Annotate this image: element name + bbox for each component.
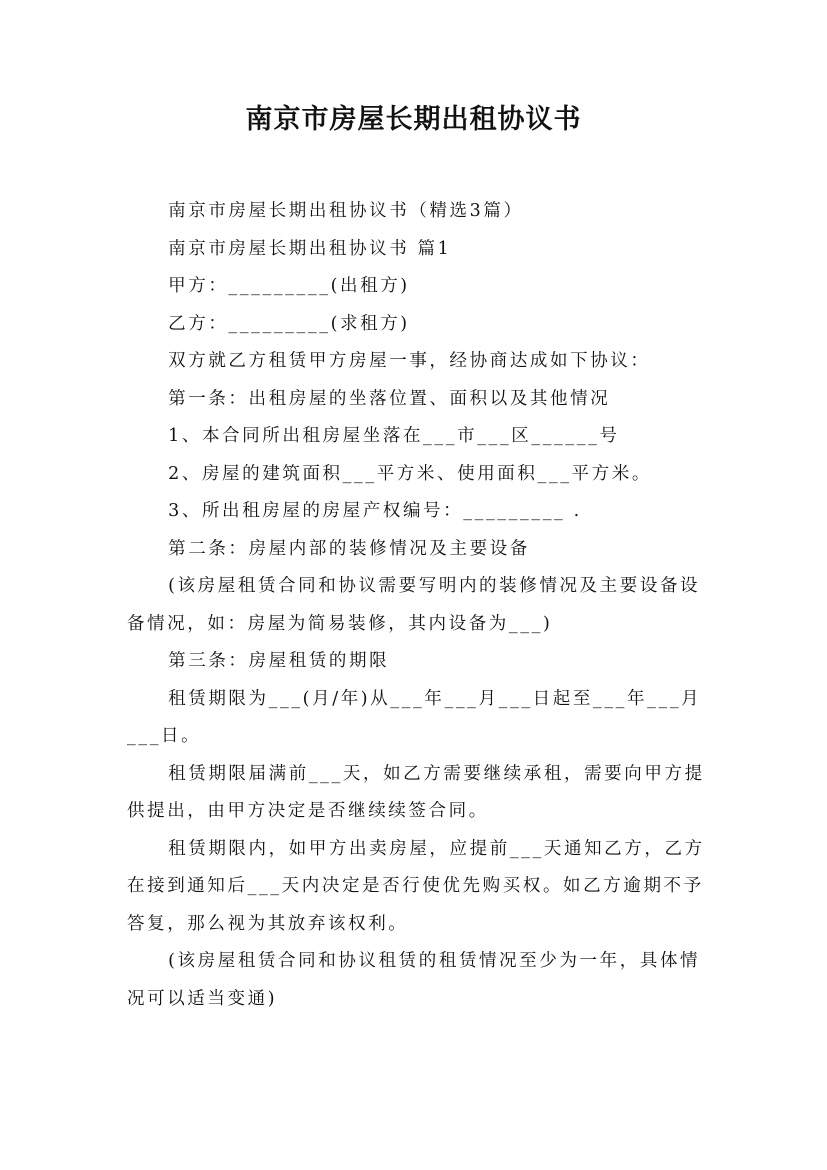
document-title: 南京市房屋长期出租协议书 <box>245 104 582 135</box>
paragraph-item-1: 1、本合同所出租房屋坐落在___市___区______号 <box>168 426 620 446</box>
paragraph-item-2: 2、房屋的建筑面积___平方米、使用面积___平方米。 <box>168 463 652 484</box>
paragraph-renewal: 租赁期限届满前___天，如乙方需要继续承租，需要向甲方提供提出，由甲方决定是否继续续签合同。 <box>127 763 705 821</box>
paragraph-party-b: 乙方：_________(求租方) <box>168 313 410 334</box>
paragraph-party-a: 甲方：_________(出租方) <box>168 276 410 296</box>
paragraph-subtitle: 南京市房屋长期出租协议书（精选3篇） <box>168 201 524 221</box>
paragraph-preemption: 租赁期限内，如甲方出卖房屋，应提前___天通知乙方，乙方在接到通知后___天内决定是否行使优先购买权。如乙方逾期不予答复，那么视为其放弃该权利。 <box>127 838 705 934</box>
paragraph-article-2: 第二条：房屋内部的装修情况及主要设备 <box>168 538 530 559</box>
paragraph-article-1: 第一条：出租房屋的坐落位置、面积以及其他情况 <box>168 388 611 409</box>
document-body <box>127 193 717 1018</box>
paragraph-lease-term: 租赁期限为___(月/年)从___年___月___日起至___年___月___日。 <box>127 688 702 746</box>
paragraph-article-3: 第三条：房屋租赁的期限 <box>168 651 390 671</box>
paragraph-note-decoration: (该房屋租赁合同和协议需要写明内的装修情况及主要设备设备情况，如：房屋为简易装修，其内设备为___) <box>127 576 701 634</box>
paragraph-note-term: (该房屋租赁合同和协议租赁的租赁情况至少为一年，具体情况可以适当变通) <box>127 951 701 1009</box>
paragraph-agreement-intro: 双方就乙方租赁甲方房屋一事，经协商达成如下协议： <box>168 351 651 371</box>
paragraph-item-3: 3、所出租房屋的房屋产权编号：_________ . <box>168 501 582 521</box>
paragraph-section-heading: 南京市房屋长期出租协议书 篇1 <box>168 238 452 259</box>
